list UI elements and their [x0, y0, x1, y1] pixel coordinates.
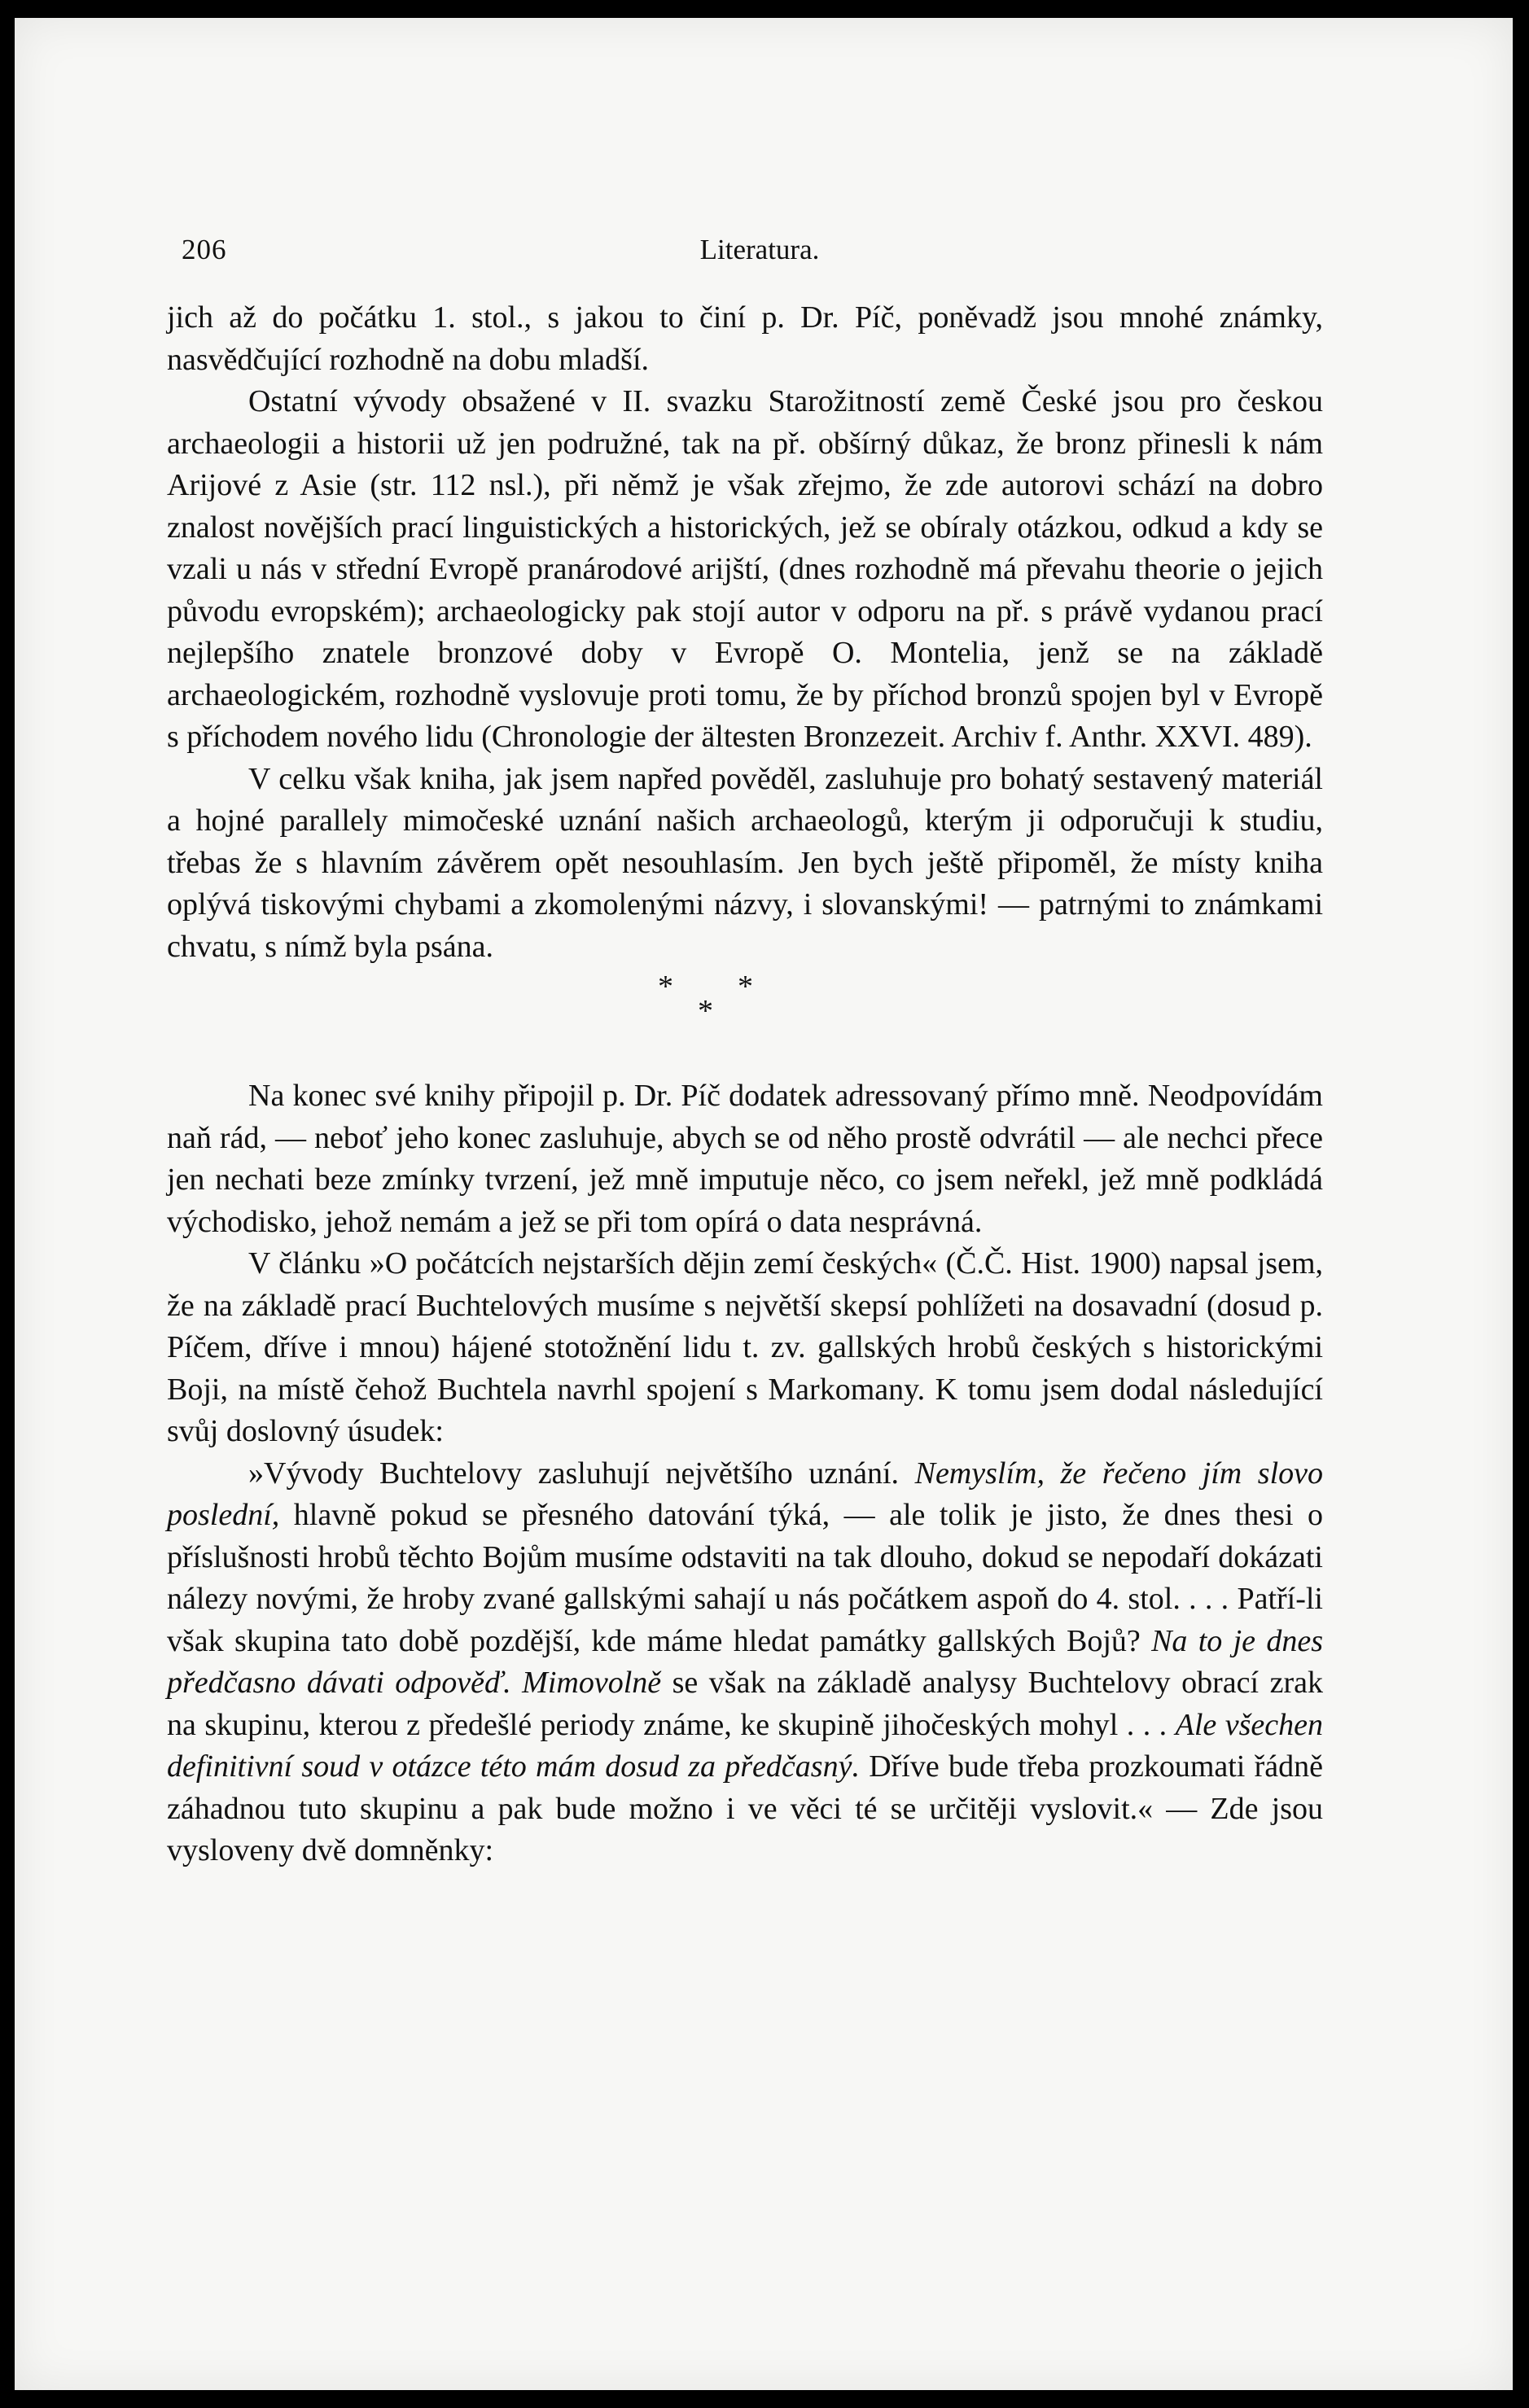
asterism-divider [167, 968, 1323, 1075]
quote-text: »Vývody Buchtelovy zasluhují největšího uznání. [248, 1456, 915, 1491]
quote-text: hlavně pokud se přesného datování týká, — ale tolik je jisto, že dnes thesi o příslušnosti hrobů těchto Bojům musíme odstaviti na tak dlouho, dokud se nepodaří dokázati nálezy novými, že hroby zvané gallskými sahají u nás počátkem aspoň do 4. stol. . . . Patří-li však skupina tato době pozdější, kde máme hledat památky gallských Bojů? [167, 1498, 1323, 1658]
running-head: Literatura. [699, 234, 820, 265]
paragraph-article-reference: V článku »O počátcích nejstarších dějin zemí českých« (Č.Č. Hist. 1900) napsal jsem, že na základě prací Buchtelových musíme s největší skepsí pohlížeti na dosavadní (dosud p. Píčem, dříve i mnou) hájené stotožnění lidu t. zv. gallských hrobů českých s historickými Boji, na místě čehož Buchtela navrhl spojení s Markomany. K tomu jsem dodal následující svůj doslovný úsudek: [167, 1246, 1323, 1448]
paragraph-continued: jich až do počátku 1. stol., s jakou to činí p. Dr. Píč, poněvadž jsou mnohé známky, nasvědčující rozhodně na dobu mladší. [167, 300, 1323, 377]
page-body [167, 297, 1323, 1872]
quote-italic: Nemyslím, že řečeno jím slovo poslední, [167, 1456, 1323, 1532]
asterisk: * [698, 994, 713, 1028]
quote-text: Dříve bude třeba prozkoumati řádně záhadnou tuto skupinu a pak bude možno i ve věci té se určitěji vyslovit.« — Zde jsou vysloveny dvě domněnky: [167, 1749, 1323, 1867]
paragraph-overall-assessment: V celku však kniha, jak jsem napřed pověděl, zasluhuje pro bohatý sestavený materiál a hojné parallely mimočeské uznání našich archaeologů, kterým ji odporučuji k studiu, třebas že s hlavním závěrem opět nesouhlasím. Jen bych ještě připoměl, že místy kniha oplývá tiskovými chybami a zkomolenými názvy, i slovanskými! — patrnými to známkami chvatu, s nímž byla psána. [167, 761, 1323, 964]
page-number: 206 [182, 234, 227, 265]
quote-italic: Na to je dnes předčasno dávati odpověď. Mimovolně [167, 1623, 1323, 1700]
asterisk: * [658, 970, 673, 1004]
quote-text: se však na základě analysy Buchtelovy obrací zrak na skupinu, kterou z předešlé periody známe, ke skupině jihočeských mohyl . . . [167, 1666, 1323, 1742]
asterisk: * [738, 970, 753, 1004]
quote-italic: Ale všechen definitivní soud v otázce této mám dosud za předčasný. [167, 1707, 1324, 1784]
paragraph-quotation [167, 1453, 1323, 1872]
page-header [182, 234, 1338, 274]
paragraph-appendix-reply: Na konec své knihy připojil p. Dr. Píč dodatek adressovaný přímo mně. Neodpovídám naň rád, — neboť jeho konec zasluhuje, abych se od něho prostě odvrátil — ale nechci přece jen nechati beze zmínky tvrzení, jež mně imputuje něco, co jsem neřekl, jež mně podkládá východisko, jehož nemám a jež se při tom opírá o data nesprávná. [167, 1079, 1323, 1239]
paragraph-conclusions: Ostatní vývody obsažené v II. svazku Starožitností země České jsou pro českou archaeologii a historii už jen podružné, tak na př. obšírný důkaz, že bronz přinesli k nám Arijové z Asie (str. 112 nsl.), při němž je však zřejmo, že zde autorovi schází na dobro znalost novějších prací linguistických a historických, jež se obíraly otázkou, odkud a kdy se vzali u nás v střední Evropě pranárodové arijští, (dnes rozhodně má převahu theorie o jejich původu evropském); archaeologicky pak stojí autor v odporu na př. s právě vydanou prací nejlepšího znatele bronzové doby v Evropě O. Montelia, jenž se na základě archaeologickém, rozhodně vyslovuje proti tomu, že by příchod bronzů spojen byl v Evropě s příchodem nového lidu (Chronologie der ältesten Bronzezeit. Archiv f. Anthr. XXVI. 489). [167, 384, 1323, 754]
